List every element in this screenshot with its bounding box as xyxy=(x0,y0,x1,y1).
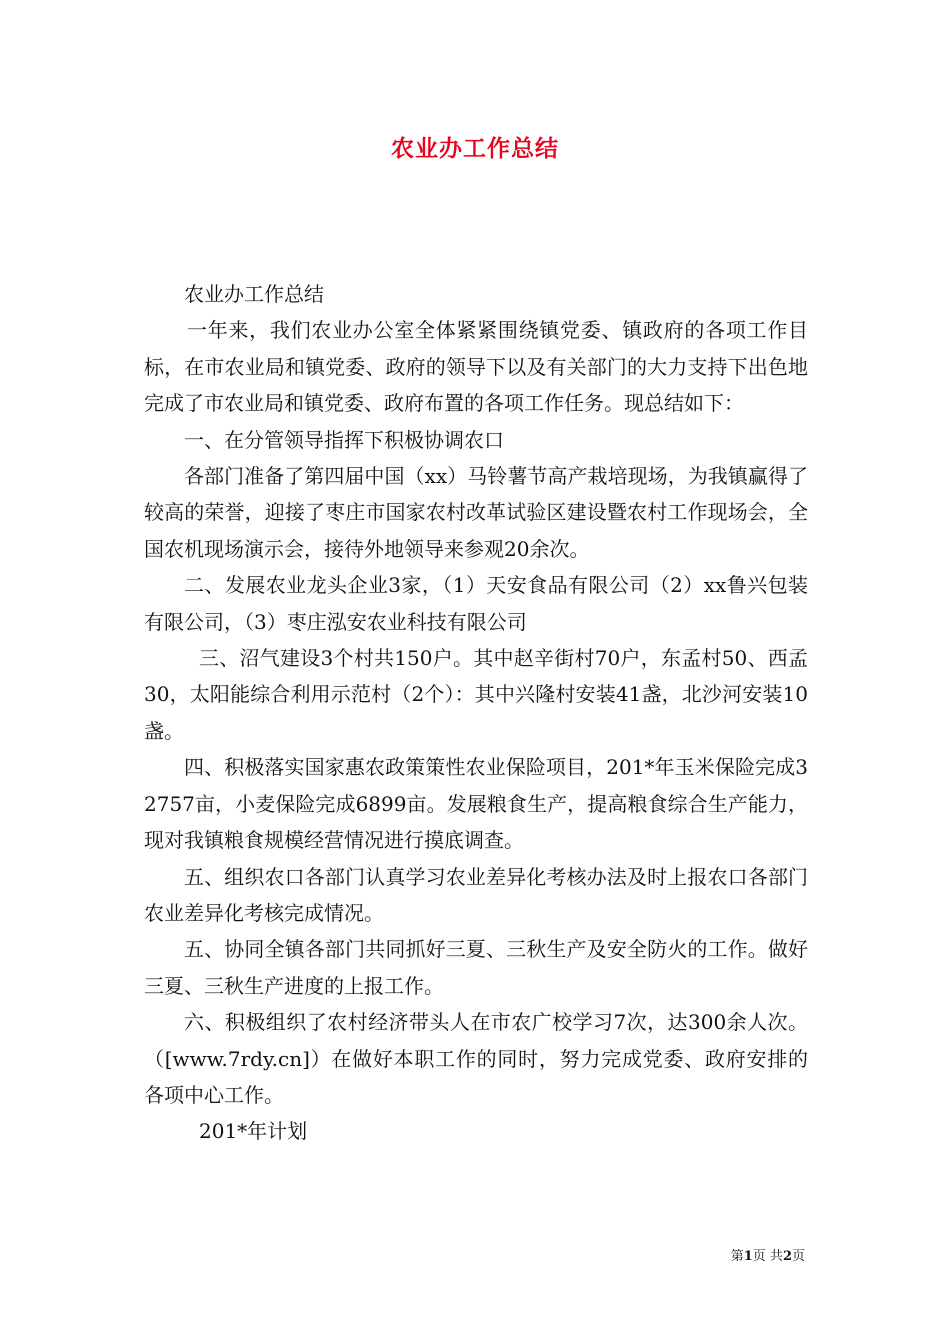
section-5a-paragraph: 五、组织农口各部门认真学习农业差异化考核办法及时上报农口各部门农业差异化考核完成情况。 xyxy=(144,864,808,925)
section-3-paragraph: 三、沼气建设3个村共150户。其中赵辛街村70户，东孟村50、西孟30，太阳能综合利用示范村（2个）：其中兴隆村安装41盏，北沙河安装10盏。 xyxy=(144,646,808,743)
footer-prefix: 第 xyxy=(730,1249,744,1264)
section-1-paragraph: 各部门准备了第四届中国（xx）马铃薯节高产栽培现场，为我镇赢得了较高的荣誉，迎接了枣庄市国家农村改革试验区建设暨农村工作现场会，全国农机现场演示会，接待外地领导来参观20余次。 xyxy=(144,464,808,561)
intro-paragraph: 一年来，我们农业办公室全体紧紧围绕镇党委、镇政府的各项工作目标，在市农业局和镇党委、政府的领导下以及有关部门的大力支持下出色地完成了市农业局和镇党委、政府布置的各项工作任务。现总结如下： xyxy=(144,318,808,416)
section-2-paragraph: 二、发展农业龙头企业3家，（1）天安食品有限公司（2）xx鲁兴包装有限公司，（3）枣庄泓安农业科技有限公司 xyxy=(144,573,808,634)
footer-current-page: 1 xyxy=(743,1249,753,1264)
page-footer xyxy=(731,1248,805,1266)
footer-total-pages: 2 xyxy=(782,1249,792,1264)
document-body xyxy=(144,276,808,1150)
footer-middle: 页 共 xyxy=(752,1249,783,1264)
document-title: 农业办工作总结 xyxy=(391,135,559,162)
body-subtitle: 农业办工作总结 xyxy=(184,282,324,306)
plan-heading: 201*年计划 xyxy=(199,1119,308,1144)
footer-suffix: 页 xyxy=(791,1249,805,1264)
section-6-paragraph: 六、积极组织了农村经济带头人在市农广校学习7次，达300余人次。（[www.7rdy.cn]）在做好本职工作的同时，努力完成党委、政府安排的各项中心工作。 xyxy=(144,1010,808,1107)
section-5b-paragraph: 五、协同全镇各部门共同抓好三夏、三秋生产及安全防火的工作。做好三夏、三秋生产进度的上报工作。 xyxy=(144,937,808,998)
section-4-paragraph: 四、积极落实国家惠农政策策性农业保险项目，201*年玉米保险完成32757亩，小麦保险完成6899亩。发展粮食生产，提高粮食综合生产能力，现对我镇粮食规模经营情况进行摸底调查。 xyxy=(144,755,808,853)
section-1-heading: 一、在分管领导指挥下积极协调农口 xyxy=(184,427,504,452)
